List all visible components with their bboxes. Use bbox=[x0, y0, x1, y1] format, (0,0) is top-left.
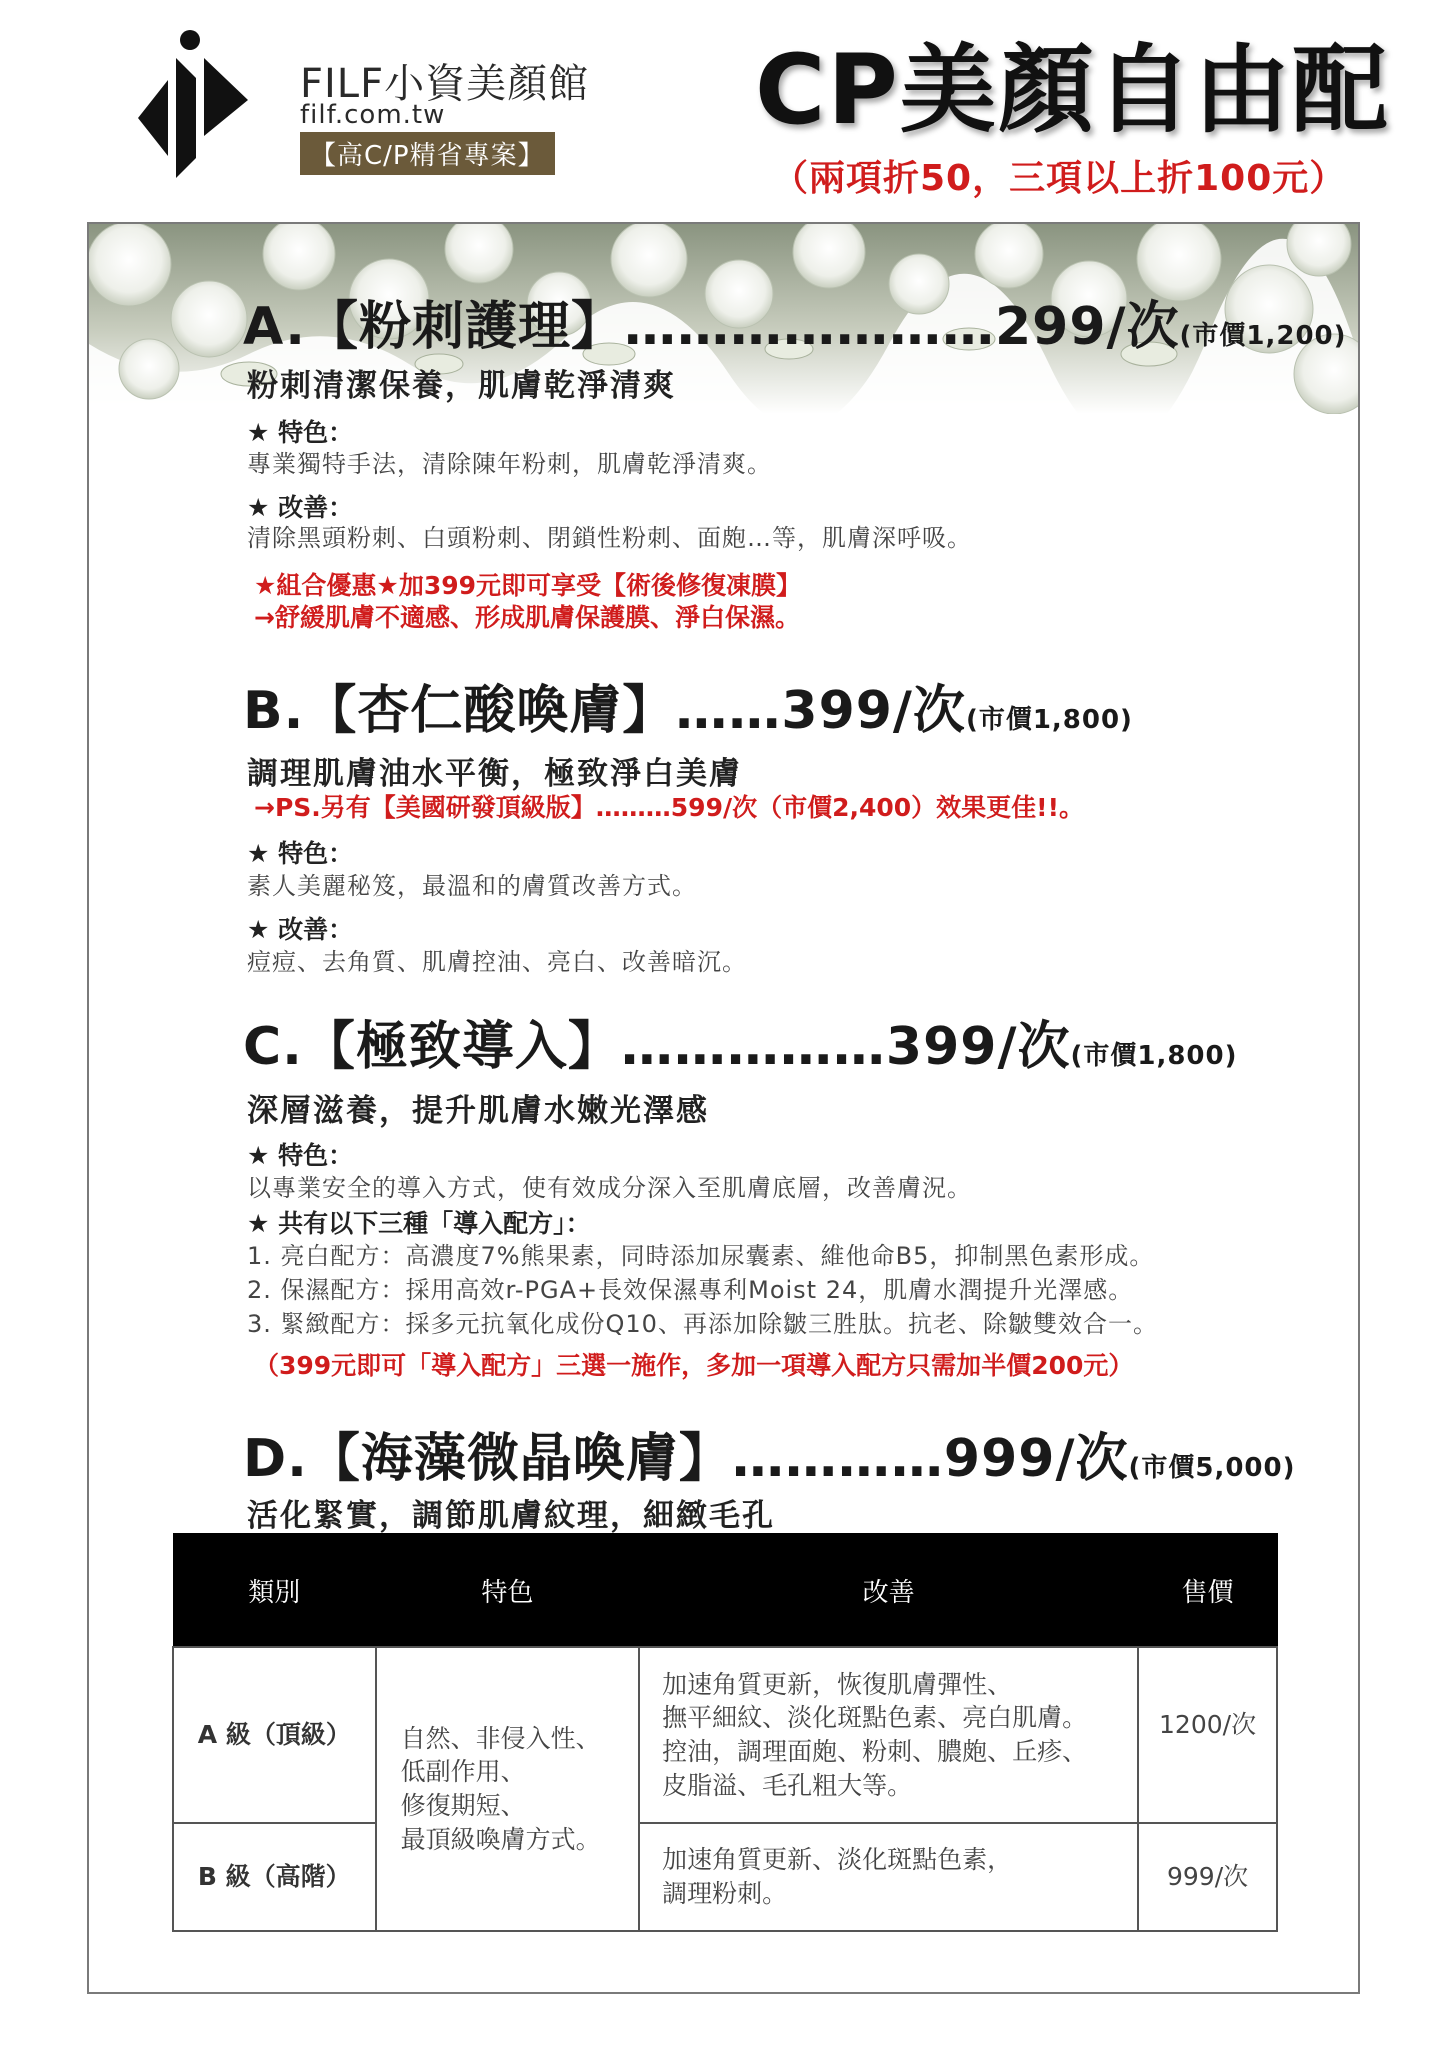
improve-line: 控油，調理面皰、粉刺、膿皰、丘疹、 bbox=[662, 1737, 1088, 1766]
section-b-subtitle: 調理肌膚油水平衡，極致淨白美膚 bbox=[247, 756, 742, 792]
section-a-title-text: A.【粉刺護理】…………………299/次 bbox=[243, 297, 1180, 357]
section-c-formula-1: 1. 亮白配方：高濃度7%熊果素，同時添加尿囊素、維他命B5，抑制黑色素形成。 bbox=[247, 1242, 1155, 1270]
section-b-title-text: B.【杏仁酸喚膚】……399/次 bbox=[243, 681, 966, 741]
brand-name: FILF小資美顏館 bbox=[300, 61, 590, 107]
section-b-ps: →PS.另有【美國研發頂級版】………599/次（市價2,400）效果更佳!!。 bbox=[254, 793, 1084, 822]
row-b-price: 999/次 bbox=[1138, 1823, 1277, 1931]
feature-line: 修復期短、 bbox=[400, 1791, 526, 1820]
filf-logo-icon bbox=[138, 28, 248, 178]
header-price: 售價 bbox=[1138, 1534, 1277, 1648]
section-c-title-text: C.【極致導入】……………399/次 bbox=[243, 1017, 1071, 1077]
row-a-improve bbox=[639, 1647, 1138, 1823]
section-a-promo-2: →舒緩肌膚不適感、形成肌膚保護膜、淨白保濕。 bbox=[254, 603, 800, 632]
section-b-improve-text: 痘痘、去角質、肌膚控油、亮白、改善暗沉。 bbox=[247, 948, 747, 976]
section-d-title bbox=[243, 1416, 1295, 1491]
section-c-feature-label: ★ 特色： bbox=[247, 1141, 354, 1170]
feature-line: 自然、非侵入性、 bbox=[400, 1723, 601, 1753]
section-d-subtitle: 活化緊實，調節肌膚紋理，細緻毛孔 bbox=[247, 1498, 775, 1534]
header-category: 類別 bbox=[173, 1534, 376, 1648]
page-title: CP美顏自由配 bbox=[755, 34, 1390, 146]
row-b-category: B 級（高階） bbox=[173, 1823, 376, 1931]
table-row bbox=[173, 1647, 1277, 1823]
section-b-title bbox=[243, 668, 1133, 743]
section-c-title bbox=[243, 1004, 1237, 1079]
improve-line: 調理粉刺。 bbox=[662, 1879, 788, 1908]
pricing-table bbox=[172, 1533, 1278, 1932]
section-d-title-text: D.【海藻微晶喚膚】…………999/次 bbox=[243, 1429, 1129, 1489]
section-a-promo-1: ★組合優惠★加399元即可享受【術後修復凍膜】 bbox=[254, 571, 802, 600]
row-b-improve bbox=[639, 1823, 1138, 1931]
section-a-improve-text: 清除黑頭粉刺、白頭粉刺、閉鎖性粉刺、面皰…等，肌膚深呼吸。 bbox=[247, 524, 972, 552]
discount-subtitle: （兩項折50，三項以上折100元） bbox=[772, 158, 1347, 199]
improve-line: 加速角質更新，恢復肌膚彈性、 bbox=[662, 1669, 1013, 1699]
section-c-promo: （399元即可「導入配方」三選一施作，多加一項導入配方只需加半價200元） bbox=[254, 1351, 1134, 1380]
section-c-formula-3: 3. 緊緻配方：採多元抗氧化成份Q10、再添加除皺三胜肽。抗老、除皺雙效合一。 bbox=[247, 1310, 1158, 1338]
brand-tag: 【高C/P精省專案】 bbox=[300, 132, 555, 175]
section-d-market-price: (市價5,000) bbox=[1128, 1453, 1296, 1483]
improve-line: 撫平細紋、淡化斑點色素、亮白肌膚。 bbox=[662, 1703, 1088, 1733]
section-a-improve-label: ★ 改善： bbox=[247, 493, 354, 522]
shared-feature-cell bbox=[376, 1647, 640, 1931]
header-feature: 特色 bbox=[376, 1534, 640, 1648]
row-a-price: 1200/次 bbox=[1138, 1647, 1277, 1823]
section-a-feature-label: ★ 特色： bbox=[247, 418, 354, 447]
brand-url[interactable]: filf.com.tw bbox=[300, 100, 446, 130]
section-b-feature-text: 素人美麗秘笈，最溫和的膚質改善方式。 bbox=[247, 872, 697, 900]
row-a-category: A 級（頂級） bbox=[173, 1647, 376, 1823]
feature-line: 低副作用、 bbox=[400, 1757, 526, 1787]
improve-line: 加速角質更新、淡化斑點色素， bbox=[662, 1845, 1013, 1875]
section-a-market-price: (市價1,200) bbox=[1179, 321, 1347, 351]
table-header-row bbox=[173, 1534, 1277, 1648]
section-b-improve-label: ★ 改善： bbox=[247, 915, 354, 944]
section-a-title bbox=[243, 284, 1347, 359]
section-c-subtitle: 深層滋養，提升肌膚水嫩光澤感 bbox=[247, 1093, 709, 1129]
table-row bbox=[173, 1823, 1277, 1931]
section-a-subtitle: 粉刺清潔保養，肌膚乾淨清爽 bbox=[247, 368, 676, 404]
improve-line: 皮脂溢、毛孔粗大等。 bbox=[662, 1770, 913, 1800]
section-c-feature-text: 以專業安全的導入方式，使有效成分深入至肌膚底層，改善膚況。 bbox=[247, 1174, 972, 1202]
section-c-formula-2: 2. 保濕配方：採用高效r-PGA+長效保濕專利Moist 24，肌膚水潤提升光澤感。 bbox=[247, 1276, 1134, 1304]
section-a-feature-text: 專業獨特手法，清除陳年粉刺，肌膚乾淨清爽。 bbox=[247, 450, 772, 478]
header-improve: 改善 bbox=[639, 1534, 1138, 1648]
section-b-market-price: (市價1,800) bbox=[965, 705, 1133, 735]
section-c-formula-label: ★ 共有以下三種「導入配方」： bbox=[247, 1209, 591, 1238]
section-c-market-price: (市價1,800) bbox=[1070, 1041, 1238, 1071]
section-b-feature-label: ★ 特色： bbox=[247, 839, 354, 868]
feature-line: 最頂級喚膚方式。 bbox=[400, 1824, 601, 1854]
